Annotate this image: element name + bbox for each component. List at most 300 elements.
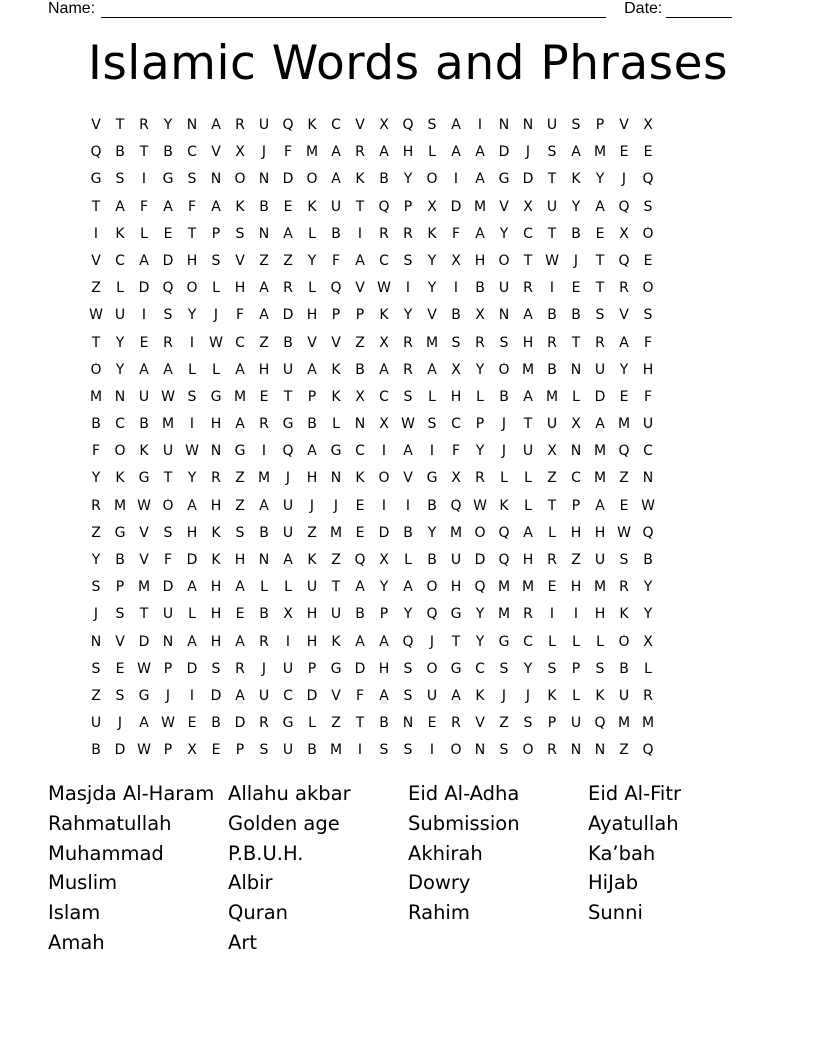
grid-letter: F: [643, 334, 653, 351]
grid-letter: A: [307, 443, 317, 460]
grid-letter: Y: [475, 443, 485, 460]
grid-row: [84, 275, 732, 302]
grid-letter: S: [547, 144, 557, 161]
grid-letter: R: [259, 416, 269, 433]
grid-letter: Z: [235, 497, 245, 514]
grid-letter: I: [453, 280, 459, 297]
grid-letter: M: [137, 579, 151, 596]
grid-letter: U: [330, 198, 342, 215]
grid-letter: U: [594, 361, 606, 378]
grid-letter: R: [403, 334, 413, 351]
grid-letter: G: [114, 524, 126, 541]
grid-letter: X: [379, 117, 389, 133]
grid-letter: L: [572, 687, 580, 704]
grid-letter: J: [165, 687, 171, 704]
grid-letter: K: [355, 470, 365, 487]
grid-letter: T: [91, 334, 101, 351]
grid-letter: P: [235, 742, 245, 759]
grid-letter: R: [259, 715, 269, 732]
grid-letter: Q: [618, 252, 630, 269]
grid-letter: E: [619, 144, 629, 161]
grid-letter: T: [571, 334, 581, 351]
grid-letter: Y: [307, 252, 317, 269]
grid-letter: F: [91, 443, 101, 460]
grid-letter: A: [259, 497, 269, 514]
grid-letter: T: [547, 497, 557, 514]
grid-letter: I: [141, 171, 147, 188]
grid-letter: Q: [618, 198, 630, 215]
grid-letter: V: [139, 552, 149, 568]
grid-letter: A: [139, 715, 149, 732]
grid-letter: H: [186, 524, 198, 541]
grid-letter: V: [331, 687, 341, 704]
word-list-item: Quran: [228, 901, 289, 925]
grid-letter: V: [427, 307, 437, 324]
grid-letter: M: [593, 443, 607, 460]
grid-letter: G: [282, 715, 294, 732]
grid-letter: V: [475, 715, 485, 732]
grid-letter: F: [235, 307, 245, 324]
word-list-row: [48, 868, 768, 898]
grid-letter: A: [307, 361, 317, 378]
grid-letter: O: [426, 660, 438, 677]
grid-row: [84, 629, 732, 656]
grid-letter: H: [210, 497, 222, 514]
grid-letter: E: [211, 742, 221, 759]
grid-letter: U: [258, 687, 270, 704]
grid-letter: Z: [91, 524, 101, 541]
grid-letter: C: [379, 252, 389, 269]
grid-letter: Y: [475, 361, 485, 378]
grid-letter: I: [261, 443, 267, 460]
grid-letter: D: [162, 252, 174, 269]
grid-letter: N: [570, 443, 582, 460]
grid-letter: F: [331, 252, 341, 269]
grid-letter: J: [501, 443, 507, 460]
grid-letter: U: [498, 280, 510, 297]
grid-letter: O: [642, 225, 654, 242]
grid-letter: P: [307, 660, 317, 677]
grid-letter: Z: [259, 252, 269, 269]
grid-letter: Y: [403, 171, 413, 188]
grid-row: [84, 710, 732, 737]
grid-letter: Y: [115, 361, 125, 378]
grid-letter: H: [570, 524, 582, 541]
grid-letter: H: [642, 361, 654, 378]
grid-letter: M: [305, 144, 319, 161]
grid-letter: W: [209, 334, 223, 351]
grid-letter: D: [498, 144, 510, 161]
grid-letter: H: [210, 579, 222, 596]
grid-letter: S: [187, 388, 197, 405]
grid-letter: E: [643, 144, 653, 161]
grid-letter: S: [235, 524, 245, 541]
grid-letter: N: [210, 443, 222, 460]
grid-letter: G: [282, 416, 294, 433]
grid-letter: R: [643, 687, 653, 704]
grid-letter: G: [138, 687, 150, 704]
grid-letter: D: [282, 307, 294, 324]
grid-letter: H: [210, 633, 222, 650]
grid-letter: S: [571, 117, 581, 133]
grid-letter: O: [90, 361, 102, 378]
letter-grid: [84, 112, 732, 765]
grid-letter: T: [163, 470, 173, 487]
grid-letter: A: [403, 579, 413, 596]
grid-letter: J: [429, 633, 435, 650]
grid-letter: Y: [619, 361, 629, 378]
grid-letter: L: [524, 497, 532, 514]
grid-letter: B: [211, 715, 221, 732]
grid-row: [84, 520, 732, 547]
grid-letter: C: [115, 416, 125, 433]
grid-letter: R: [283, 280, 293, 297]
grid-letter: P: [331, 307, 341, 324]
grid-letter: A: [475, 171, 485, 188]
grid-letter: M: [329, 524, 343, 541]
grid-letter: X: [451, 252, 461, 269]
grid-letter: Q: [162, 280, 174, 297]
grid-letter: Y: [571, 198, 581, 215]
grid-row: [84, 601, 732, 628]
grid-letter: E: [355, 497, 365, 514]
grid-letter: V: [499, 198, 509, 215]
grid-letter: K: [475, 687, 485, 704]
grid-letter: Z: [355, 334, 365, 351]
grid-letter: I: [189, 687, 195, 704]
grid-letter: D: [186, 660, 198, 677]
grid-letter: L: [644, 660, 652, 677]
grid-letter: W: [161, 388, 175, 405]
grid-letter: M: [257, 470, 271, 487]
grid-row: [84, 465, 732, 492]
word-list-item: Art: [228, 930, 258, 954]
grid-letter: N: [186, 117, 198, 133]
grid-letter: R: [595, 334, 605, 351]
grid-letter: X: [475, 307, 485, 324]
date-blank-line[interactable]: [666, 3, 732, 18]
grid-letter: O: [642, 280, 654, 297]
grid-letter: A: [379, 361, 389, 378]
grid-letter: N: [522, 117, 534, 133]
word-list-item: Amah: [48, 930, 105, 954]
grid-letter: B: [139, 416, 149, 433]
grid-letter: A: [283, 552, 293, 568]
grid-letter: T: [547, 225, 557, 242]
grid-letter: K: [307, 552, 317, 568]
grid-letter: D: [522, 171, 534, 188]
name-blank-line[interactable]: [101, 3, 606, 18]
grid-letter: M: [449, 524, 463, 541]
grid-letter: H: [210, 606, 222, 623]
grid-letter: A: [187, 633, 197, 650]
grid-letter: F: [451, 443, 461, 460]
grid-letter: U: [618, 687, 630, 704]
grid-letter: R: [139, 117, 149, 133]
grid-letter: R: [91, 497, 101, 514]
grid-letter: N: [570, 742, 582, 759]
grid-letter: S: [643, 307, 653, 324]
grid-letter: S: [235, 225, 245, 242]
grid-letter: M: [425, 334, 439, 351]
grid-letter: X: [643, 633, 653, 650]
grid-letter: M: [521, 579, 535, 596]
grid-letter: T: [595, 280, 605, 297]
grid-letter: C: [523, 633, 533, 650]
grid-letter: E: [139, 334, 149, 351]
grid-letter: H: [186, 252, 198, 269]
grid-letter: Y: [115, 334, 125, 351]
grid-letter: D: [306, 687, 318, 704]
grid-letter: U: [546, 198, 558, 215]
grid-letter: I: [189, 334, 195, 351]
grid-letter: K: [307, 198, 317, 215]
grid-row: [84, 166, 732, 193]
name-label: Name:: [48, 0, 96, 17]
grid-letter: V: [619, 117, 629, 133]
grid-letter: I: [357, 225, 363, 242]
grid-letter: M: [497, 579, 511, 596]
word-list-item: Eid Al-Adha: [408, 782, 520, 805]
grid-letter: W: [137, 660, 151, 677]
grid-letter: Q: [450, 497, 462, 514]
grid-letter: P: [571, 497, 581, 514]
grid-letter: U: [522, 443, 534, 460]
grid-letter: K: [571, 171, 581, 188]
grid-letter: W: [473, 497, 487, 514]
grid-letter: Y: [427, 280, 437, 297]
grid-letter: P: [379, 606, 389, 623]
grid-row: [84, 737, 732, 764]
grid-letter: N: [642, 470, 654, 487]
grid-letter: Q: [402, 633, 414, 650]
grid-letter: B: [91, 742, 101, 759]
grid-letter: X: [643, 117, 653, 133]
grid-letter: Z: [91, 687, 101, 704]
grid-letter: E: [547, 579, 557, 596]
grid-letter: B: [547, 307, 557, 324]
grid-letter: N: [162, 633, 174, 650]
grid-letter: X: [451, 361, 461, 378]
grid-letter: W: [137, 497, 151, 514]
grid-letter: F: [643, 388, 653, 405]
grid-letter: K: [211, 552, 221, 568]
grid-letter: E: [163, 225, 173, 242]
grid-letter: L: [188, 361, 196, 378]
grid-letter: O: [162, 497, 174, 514]
grid-letter: D: [354, 660, 366, 677]
grid-letter: Q: [642, 742, 654, 759]
grid-letter: B: [259, 606, 269, 623]
grid-letter: J: [621, 171, 627, 188]
grid-letter: P: [307, 388, 317, 405]
grid-letter: E: [571, 280, 581, 297]
grid-letter: D: [186, 552, 198, 568]
grid-letter: L: [308, 715, 316, 732]
grid-letter: I: [405, 497, 411, 514]
grid-letter: G: [498, 171, 510, 188]
grid-letter: C: [331, 117, 341, 133]
grid-letter: W: [545, 252, 559, 269]
grid-letter: V: [331, 334, 341, 351]
grid-letter: X: [571, 416, 581, 433]
grid-letter: Z: [619, 470, 629, 487]
grid-letter: I: [357, 742, 363, 759]
grid-letter: J: [117, 715, 123, 732]
grid-letter: C: [115, 252, 125, 269]
grid-letter: P: [163, 742, 173, 759]
grid-letter: T: [523, 252, 533, 269]
grid-row: [84, 411, 732, 438]
grid-letter: A: [259, 280, 269, 297]
grid-row: [84, 139, 732, 166]
word-list-item: Akhirah: [408, 841, 483, 865]
grid-letter: Y: [499, 225, 509, 242]
grid-letter: N: [570, 361, 582, 378]
grid-letter: E: [595, 225, 605, 242]
grid-letter: A: [379, 633, 389, 650]
grid-letter: I: [429, 742, 435, 759]
grid-letter: Y: [403, 606, 413, 623]
grid-letter: J: [93, 606, 99, 623]
grid-letter: Q: [282, 117, 294, 133]
grid-row: [84, 547, 732, 574]
grid-letter: K: [595, 687, 605, 704]
grid-letter: S: [115, 171, 125, 188]
grid-row: [84, 357, 732, 384]
grid-letter: F: [283, 144, 293, 161]
grid-letter: P: [163, 660, 173, 677]
grid-letter: B: [283, 334, 293, 351]
grid-letter: Q: [594, 715, 606, 732]
grid-letter: S: [403, 742, 413, 759]
grid-letter: R: [235, 117, 245, 133]
grid-letter: H: [306, 470, 318, 487]
grid-letter: X: [451, 470, 461, 487]
grid-letter: W: [89, 307, 103, 324]
grid-letter: B: [307, 416, 317, 433]
grid-letter: F: [451, 225, 461, 242]
grid-letter: R: [523, 280, 533, 297]
grid-letter: L: [404, 552, 412, 568]
grid-letter: A: [187, 497, 197, 514]
grid-letter: W: [185, 443, 199, 460]
grid-letter: A: [451, 144, 461, 161]
grid-letter: L: [116, 280, 124, 297]
grid-letter: U: [546, 117, 558, 133]
grid-letter: I: [381, 443, 387, 460]
grid-letter: S: [427, 117, 437, 133]
grid-letter: A: [475, 144, 485, 161]
grid-letter: T: [331, 579, 341, 596]
grid-letter: K: [355, 171, 365, 188]
grid-letter: D: [114, 742, 126, 759]
grid-letter: A: [619, 334, 629, 351]
grid-letter: K: [499, 497, 509, 514]
grid-letter: Z: [619, 742, 629, 759]
grid-letter: K: [115, 225, 125, 242]
grid-letter: R: [619, 280, 629, 297]
grid-letter: N: [402, 715, 414, 732]
grid-letter: X: [523, 198, 533, 215]
grid-row: [84, 302, 732, 329]
grid-letter: A: [355, 579, 365, 596]
grid-letter: A: [235, 361, 245, 378]
grid-letter: P: [403, 198, 413, 215]
word-list-item: Masjda Al-Haram: [48, 782, 215, 805]
grid-letter: R: [475, 470, 485, 487]
grid-letter: D: [162, 579, 174, 596]
grid-letter: A: [139, 252, 149, 269]
grid-letter: Y: [643, 606, 653, 623]
grid-letter: V: [619, 307, 629, 324]
word-list-item: Dowry: [408, 871, 471, 895]
grid-letter: I: [429, 443, 435, 460]
grid-letter: U: [450, 552, 462, 568]
grid-letter: O: [474, 524, 486, 541]
grid-letter: I: [477, 117, 483, 133]
grid-letter: B: [91, 416, 101, 433]
grid-letter: K: [115, 470, 125, 487]
grid-letter: B: [451, 307, 461, 324]
grid-letter: T: [355, 715, 365, 732]
grid-letter: H: [378, 660, 390, 677]
grid-letter: A: [163, 198, 173, 215]
grid-letter: O: [498, 252, 510, 269]
grid-letter: B: [379, 715, 389, 732]
grid-letter: Z: [235, 470, 245, 487]
grid-letter: H: [522, 334, 534, 351]
grid-letter: M: [593, 144, 607, 161]
grid-letter: A: [379, 144, 389, 161]
grid-letter: S: [547, 660, 557, 677]
grid-letter: Q: [642, 171, 654, 188]
grid-letter: N: [258, 171, 270, 188]
grid-letter: A: [379, 687, 389, 704]
grid-letter: Y: [91, 552, 101, 568]
grid-letter: L: [308, 225, 316, 242]
grid-letter: U: [426, 687, 438, 704]
grid-letter: I: [381, 497, 387, 514]
grid-letter: A: [523, 307, 533, 324]
grid-letter: Y: [523, 660, 533, 677]
grid-letter: X: [547, 443, 557, 460]
grid-letter: A: [595, 497, 605, 514]
grid-letter: T: [523, 416, 533, 433]
grid-letter: C: [379, 388, 389, 405]
grid-letter: X: [283, 606, 293, 623]
grid-letter: M: [473, 198, 487, 215]
grid-letter: Z: [499, 715, 509, 732]
grid-letter: H: [402, 144, 414, 161]
grid-letter: V: [115, 633, 125, 650]
grid-letter: B: [355, 361, 365, 378]
grid-letter: L: [572, 633, 580, 650]
grid-letter: T: [283, 388, 293, 405]
grid-letter: S: [211, 252, 221, 269]
page-title: Islamic Words and Phrases: [87, 36, 729, 91]
grid-letter: J: [573, 252, 579, 269]
grid-letter: L: [428, 388, 436, 405]
grid-letter: V: [355, 280, 365, 297]
grid-letter: D: [450, 198, 462, 215]
grid-letter: A: [355, 633, 365, 650]
grid-letter: Z: [331, 552, 341, 568]
grid-letter: A: [211, 198, 221, 215]
grid-letter: L: [188, 606, 196, 623]
grid-letter: H: [474, 252, 486, 269]
grid-letter: R: [403, 361, 413, 378]
